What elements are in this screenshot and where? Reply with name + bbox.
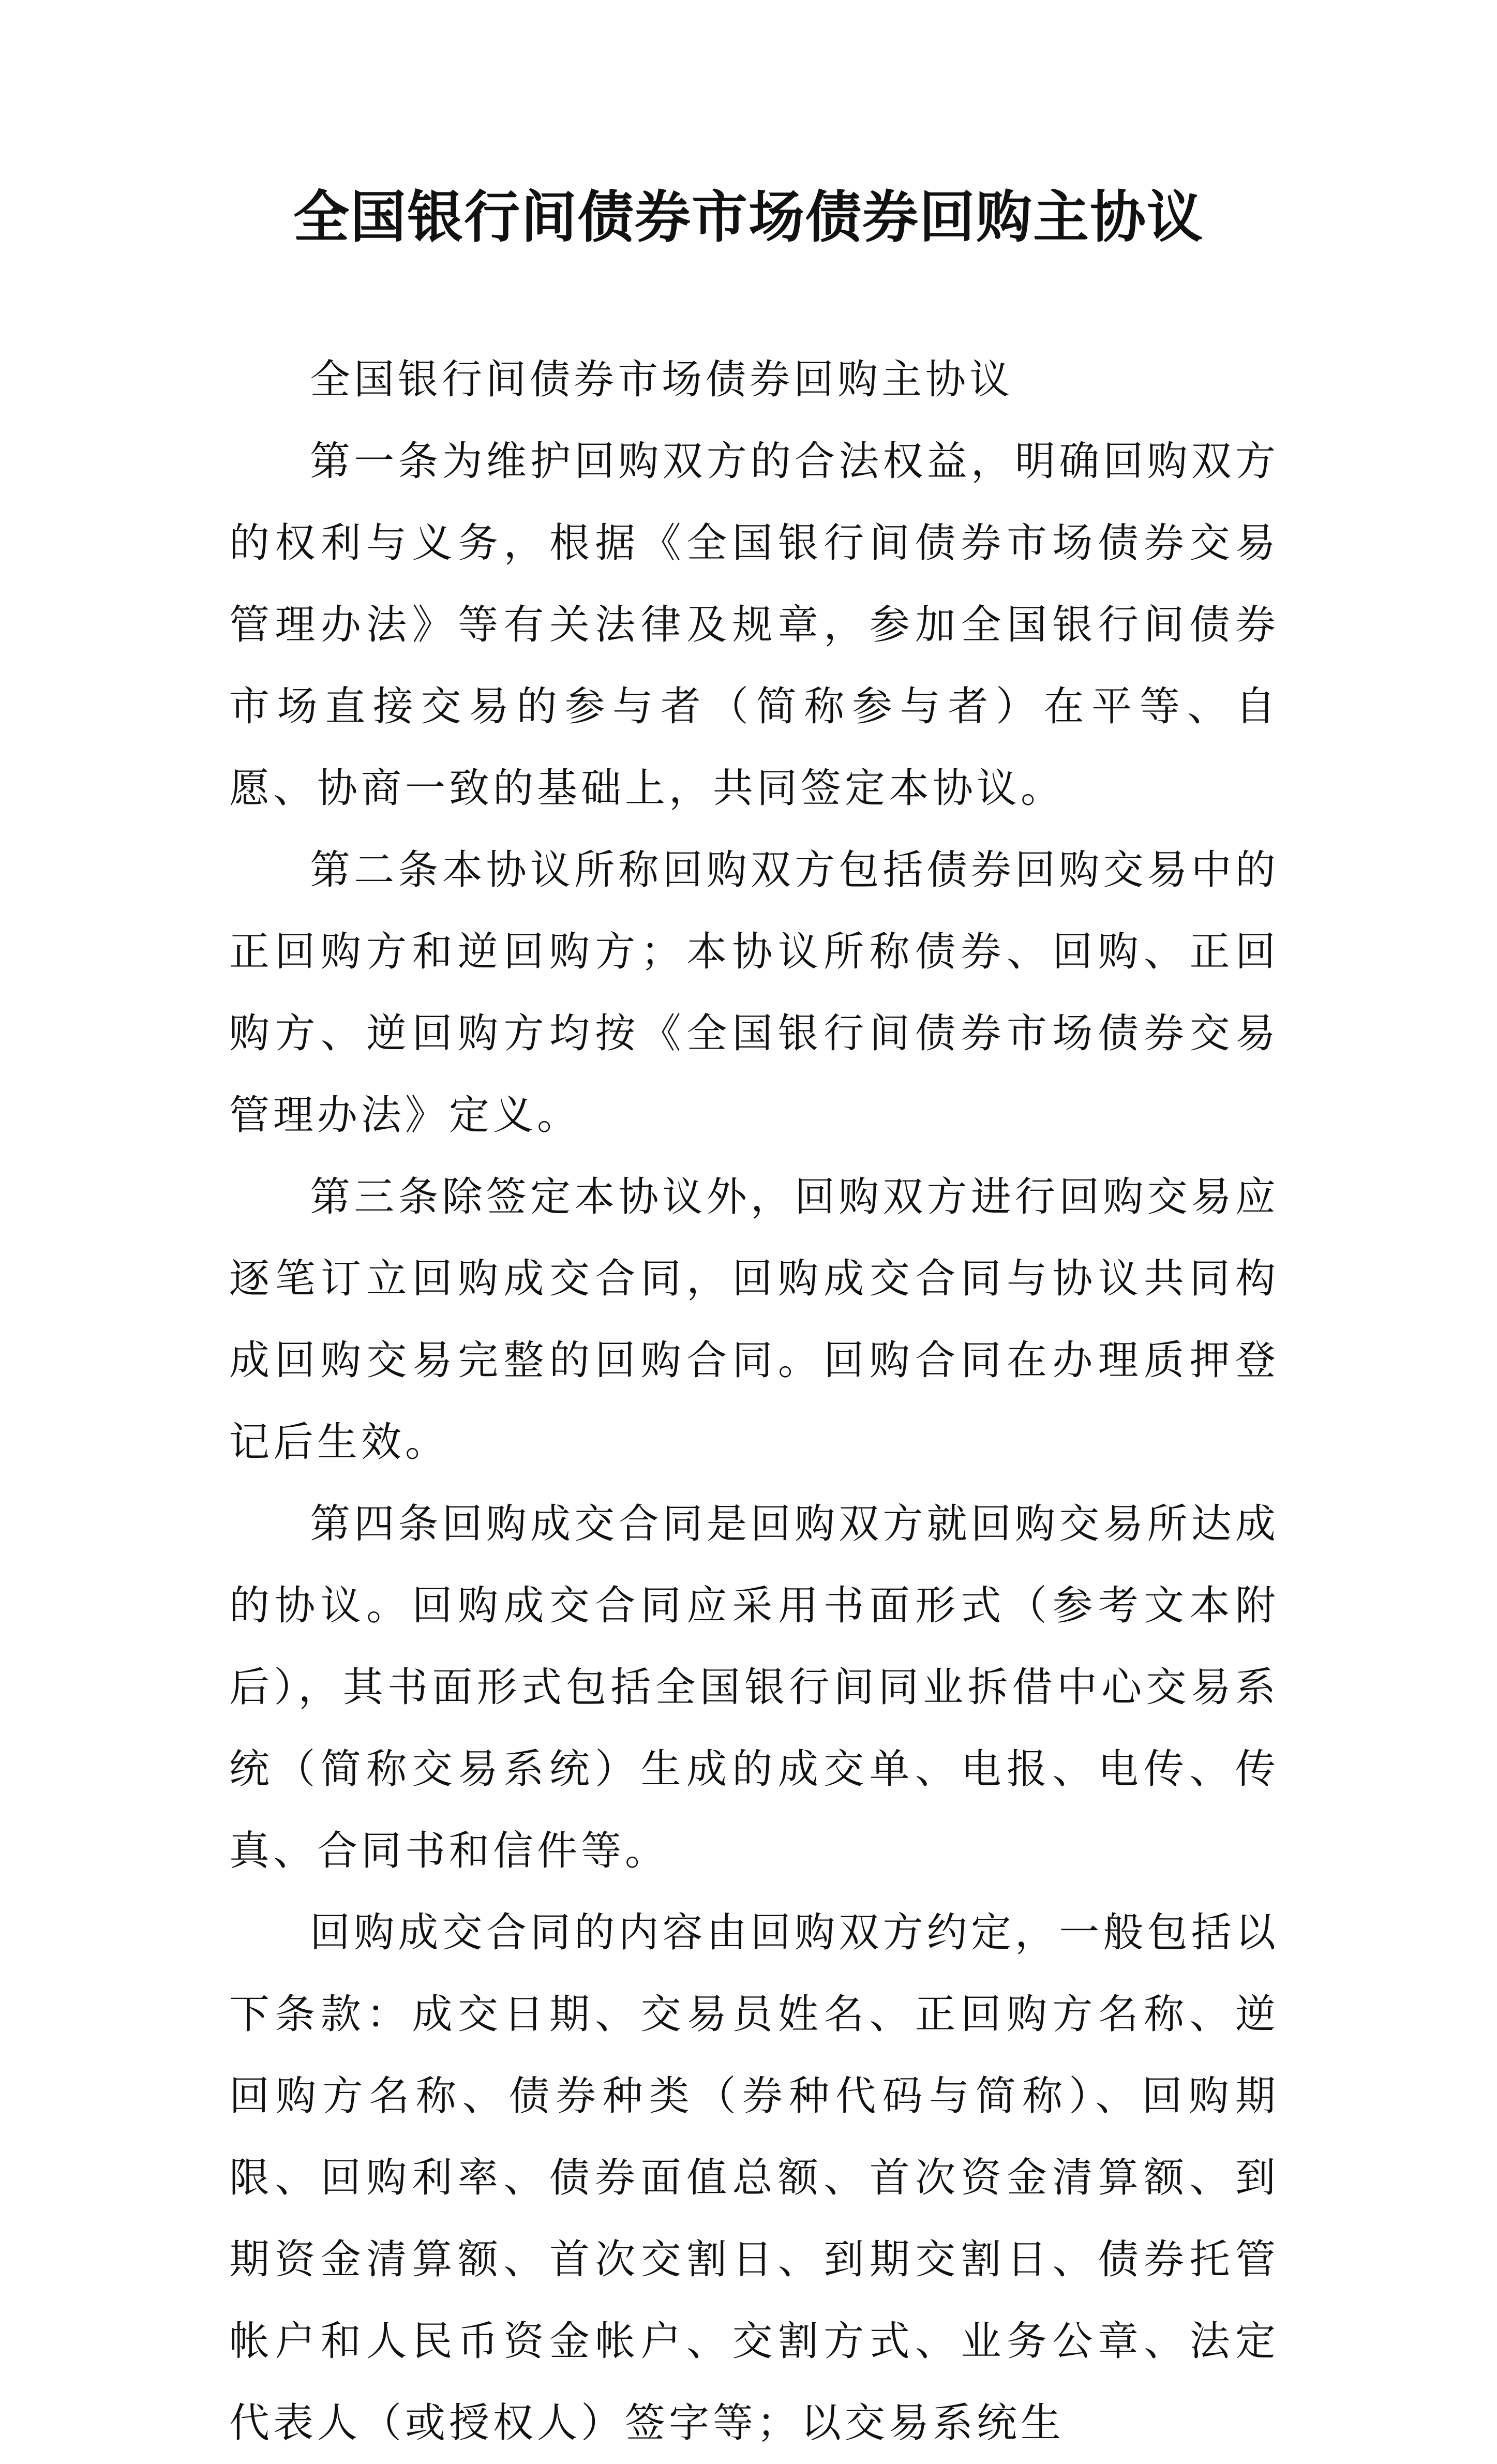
- paragraph-article-1: 第一条为维护回购双方的合法权益，明确回购双方的权利与义务，根据《全国银行间债券市场债券交易管理办法》等有关法律及规章，参加全国银行间债券市场直接交易的参与者（简称参与者）在平等、自愿、协商一致的基础上，共同签定本协议。: [229, 438, 1279, 812]
- paragraph-article-4: 第四条回购成交合同是回购双方就回购交易所达成的协议。回购成交合同应采用书面形式（参考文本附后），其书面形式包括全国银行间同业拆借中心交易系统（简称交易系统）生成的成交单、电报、电传、传真、合同书和信件等。: [229, 1501, 1279, 1874]
- paragraph-article-3: 第三条除签定本协议外，回购双方进行回购交易应逐笔订立回购成交合同，回购成交合同与协议共同构成回购交易完整的回购合同。回购合同在办理质押登记后生效。: [229, 1174, 1279, 1466]
- document-title: 全国银行间债券市场债券回购主协议: [293, 185, 1204, 250]
- document-body: [229, 339, 1279, 2464]
- paragraph-article-2: 第二条本协议所称回购双方包括债券回购交易中的正回购方和逆回购方；本协议所称债券、回购、正回购方、逆回购方均按《全国银行间债券市场债券交易管理办法》定义。: [229, 847, 1279, 1139]
- paragraph-heading: 全国银行间债券市场债券回购主协议: [310, 356, 1014, 403]
- paragraph-contract-terms: 回购成交合同的内容由回购双方约定，一般包括以下条款：成交日期、交易员姓名、正回购方名称、逆回购方名称、债券种类（券种代码与简称）、回购期限、回购利率、债券面值总额、首次资金清算额、到期资金清算额、首次交割日、到期交割日、债券托管帐户和人民币资金帐户、交割方式、业务公章、法定代表人（或授权人）签字等；以交易系统生: [229, 1909, 1279, 2446]
